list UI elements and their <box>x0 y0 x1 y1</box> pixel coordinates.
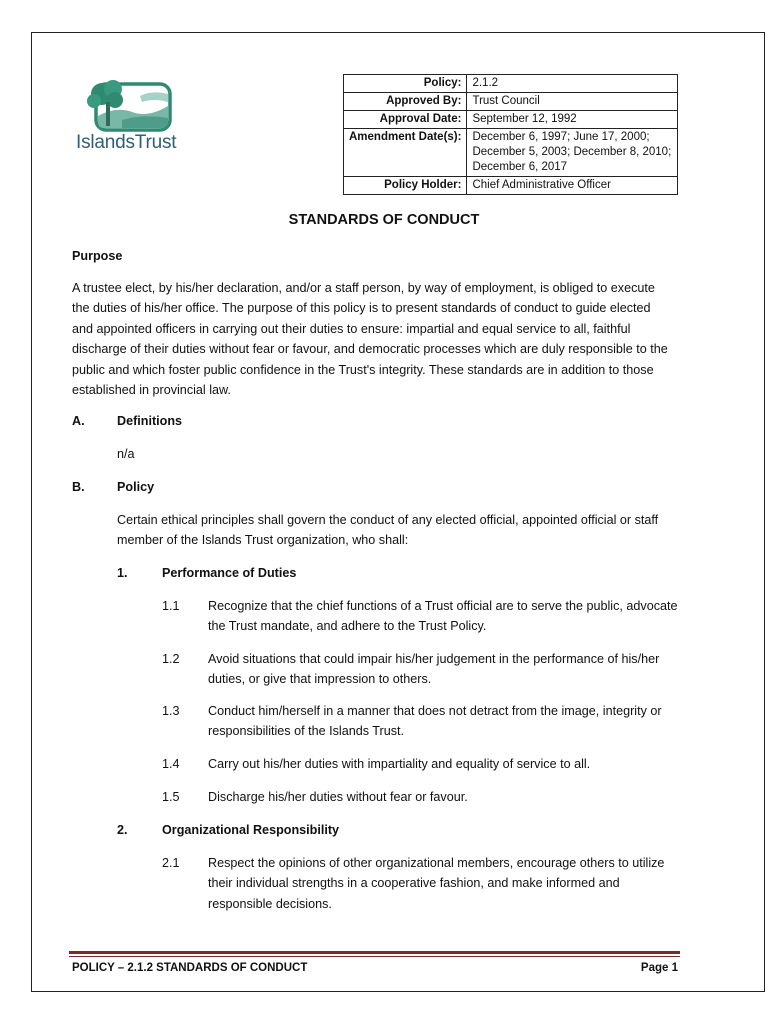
footer-rule <box>69 951 680 954</box>
meta-value: December 6, 1997; June 17, 2000; December 5, 2003; December 8, 2010; December 6, 2017 <box>467 129 678 177</box>
item-text: Recognize that the chief functions of a Trust official are to serve the public, advocate the Trust mandate, and adhere to the Trust Policy. <box>208 599 678 634</box>
item-number: 2.1 <box>162 856 180 870</box>
sub2-number: 2. <box>117 823 128 837</box>
item-number: 1.1 <box>162 599 180 613</box>
footer-title: POLICY – 2.1.2 STANDARDS OF CONDUCT <box>72 962 308 974</box>
meta-label: Policy Holder: <box>344 177 467 195</box>
meta-label: Approved By: <box>344 93 467 111</box>
section-b-intro: Certain ethical principles shall govern the conduct of any elected official, appointed official or staff member of the Islands Trust organization, who shall: <box>117 513 659 548</box>
meta-row <box>344 75 678 93</box>
item-number: 1.4 <box>162 757 180 771</box>
islands-trust-logo <box>76 76 186 156</box>
section-b-letter: B. <box>72 480 85 494</box>
meta-label: Approval Date: <box>344 111 467 129</box>
sub2-heading: Organizational Responsibility <box>162 823 340 837</box>
meta-row <box>344 111 678 129</box>
item-text: Discharge his/her duties without fear or favour. <box>208 790 468 804</box>
logo-wordmark: IslandsTrust <box>76 132 177 153</box>
document-title: STANDARDS OF CONDUCT <box>288 212 480 228</box>
meta-value: Chief Administrative Officer <box>467 177 678 195</box>
sub1-heading: Performance of Duties <box>162 566 297 580</box>
meta-value: 2.1.2 <box>467 75 678 93</box>
section-a-letter: A. <box>72 414 85 428</box>
section-a-text: n/a <box>117 447 135 461</box>
item-number: 1.3 <box>162 704 180 718</box>
item-text: Respect the opinions of other organizational members, encourage others to utilize their individual strengths in a cooperative fashion, and make informed and responsible decisions. <box>208 856 665 911</box>
item-text: Carry out his/her duties with impartiality and equality of service to all. <box>208 757 591 771</box>
logo-icon <box>82 76 174 132</box>
meta-label: Amendment Date(s): <box>344 129 467 177</box>
meta-value: Trust Council <box>467 93 678 111</box>
meta-label: Policy: <box>344 75 467 93</box>
item-text: Avoid situations that could impair his/her judgement in the performance of his/her duties, or give that impression to others. <box>208 652 660 687</box>
purpose-paragraph: A trustee elect, by his/her declaration, and/or a staff person, by way of employment, is obliged to execute the duties of his/her office. The purpose of this policy is to present standards of conduct to guide elected and appointed officers in carrying out their duties to ensure: impartial and equal service to all, faithful discharge of their duties without fear or favour, and democratic processes which are duly responsible to the public and which foster public confidence in the Trust's integrity. These standards are in addition to those established in provincial law. <box>72 281 668 398</box>
meta-row <box>344 177 678 195</box>
sub1-number: 1. <box>117 566 128 580</box>
page-number: Page 1 <box>640 962 678 974</box>
meta-row <box>344 93 678 111</box>
meta-value: September 12, 1992 <box>467 111 678 129</box>
purpose-heading: Purpose <box>72 249 123 263</box>
item-number: 1.2 <box>162 652 180 666</box>
policy-meta-table <box>343 74 678 195</box>
section-b-heading: Policy <box>117 480 155 494</box>
meta-row <box>344 129 678 177</box>
item-number: 1.5 <box>162 790 180 804</box>
item-text: Conduct him/herself in a manner that does not detract from the image, integrity or responsibilities of the Islands Trust. <box>208 704 662 739</box>
section-a-heading: Definitions <box>117 414 183 428</box>
footer-rule-thin <box>69 956 680 957</box>
